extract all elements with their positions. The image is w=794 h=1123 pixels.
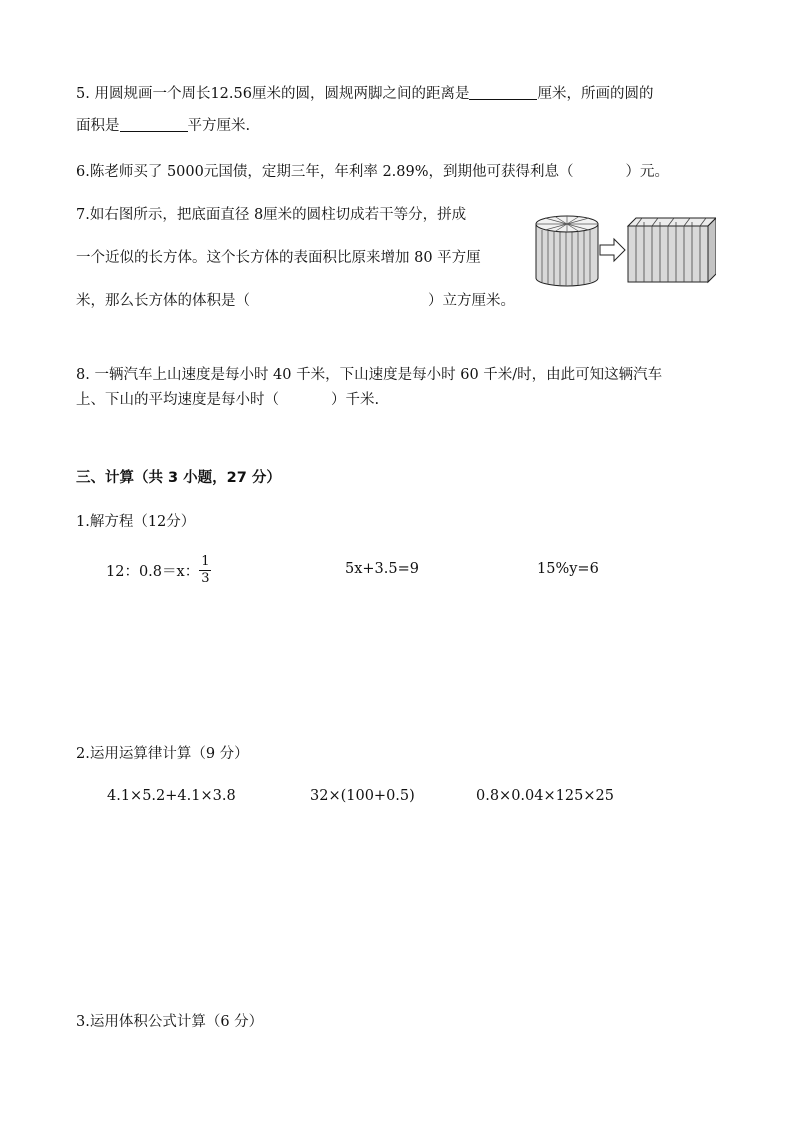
q8-text-2b: ）千米. bbox=[331, 392, 380, 408]
expression-2: 32×(100+0.5) bbox=[310, 788, 415, 804]
cylinder-icon bbox=[536, 216, 598, 286]
q5-text-4: 平方厘米. bbox=[187, 118, 251, 134]
cylinder-to-cuboid-figure bbox=[532, 206, 716, 288]
expression-3: 0.8×0.04×125×25 bbox=[476, 788, 614, 804]
calc-2-title: 2.运用运算律计算（9 分） bbox=[76, 746, 249, 762]
question-7-line-1: 7.如右图所示，把底面直径 8厘米的圆柱切成若干等分，拼成 bbox=[76, 207, 467, 223]
q7-text-3a: 米，那么长方体的体积是（ bbox=[76, 293, 250, 309]
arrow-right-icon bbox=[600, 239, 625, 261]
question-7-line-3 bbox=[76, 289, 515, 310]
equation-2: 5x+3.5=9 bbox=[345, 561, 419, 577]
equation-3: 15%y=6 bbox=[537, 561, 599, 577]
q5-text-1: 5. 用圆规画一个周长12.56厘米的圆，圆规两脚之间的距离是 bbox=[76, 86, 470, 102]
question-8-line-2 bbox=[76, 388, 379, 409]
q5-blank-2[interactable] bbox=[120, 116, 188, 132]
question-7-line-2: 一个近似的长方体。这个长方体的表面积比原来增加 80 平方厘 bbox=[76, 250, 481, 266]
calc-1-title: 1.解方程（12分） bbox=[76, 514, 196, 530]
section-3-heading: 三、计算（共 3 小题，27 分） bbox=[76, 470, 281, 486]
q6-text-2: ）元。 bbox=[625, 164, 670, 180]
fraction-denominator: 3 bbox=[201, 571, 210, 586]
q7-text-3b: ）立方厘米。 bbox=[428, 293, 515, 309]
equation-1-fraction bbox=[199, 554, 211, 587]
cuboid-icon bbox=[628, 218, 716, 282]
q5-text-3: 面积是 bbox=[76, 118, 120, 134]
equation-1-left: 12：0.8＝x： bbox=[106, 564, 200, 580]
question-5-line-1 bbox=[76, 82, 653, 103]
question-6 bbox=[76, 160, 669, 181]
q5-blank-1[interactable] bbox=[469, 84, 537, 100]
q5-text-2: 厘米，所画的圆的 bbox=[537, 86, 654, 102]
question-5-line-2 bbox=[76, 114, 250, 135]
fraction-numerator: 1 bbox=[201, 554, 210, 569]
equation-1 bbox=[106, 554, 211, 587]
expression-1: 4.1×5.2+4.1×3.8 bbox=[107, 788, 236, 804]
calc-3-title: 3.运用体积公式计算（6 分） bbox=[76, 1014, 264, 1030]
question-8-line-1: 8. 一辆汽车上山速度是每小时 40 千米，下山速度是每小时 60 千米/时，由此可知这辆汽车 bbox=[76, 367, 663, 383]
q8-text-2a: 上、下山的平均速度是每小时（ bbox=[76, 392, 279, 408]
q6-text-1: 6.陈老师买了 5000元国债，定期三年，年利率 2.89%，到期他可获得利息（ bbox=[76, 164, 574, 180]
